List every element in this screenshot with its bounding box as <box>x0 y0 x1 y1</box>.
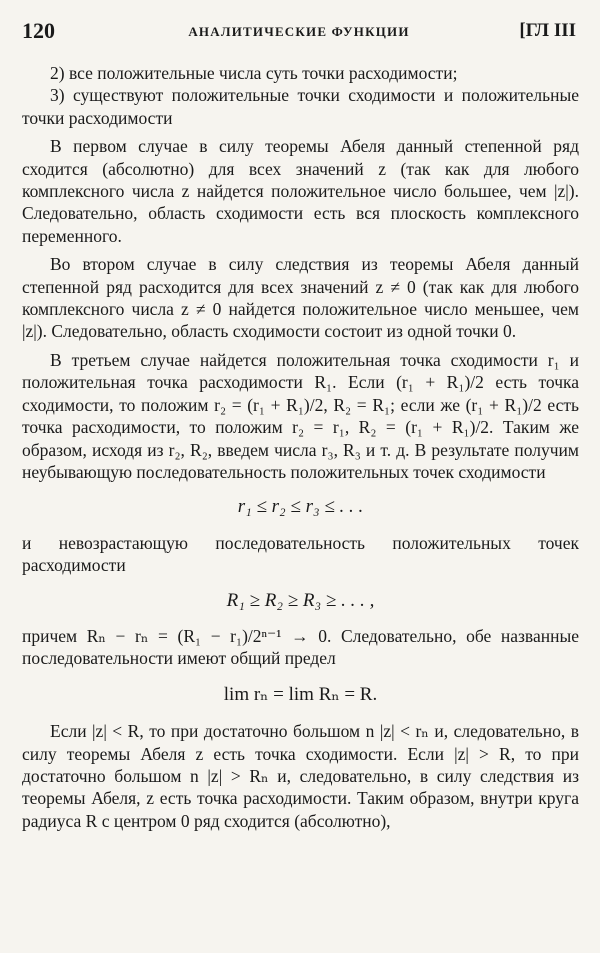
list-item-3: 3) существуют положительные точки сходимости и положительные точки расходимости <box>22 85 579 128</box>
list-item-2: 2) все положительные числа суть точки расходимости; <box>50 63 458 83</box>
paragraph-case3: В третьем случае найдется положительная точка сходимости r₁ и положительная точка расходимости R₁. Если (r₁ + R₁)/2 есть точка сходимости, то положим r₂ = (r₁ + R₁)/2, R₂ = R₁; если же (r₁ + R₁)/2 есть точка расходимости, то положим r₂ = r₁, R₂ = (r₁ + R₁)/2. Таким же образом, исходя из r₂, R₂, введем числа r₃, R₃ и т. д. В результате получим неубывающую последовательность положительных точек сходимости <box>22 349 579 482</box>
paragraph-conclusion: Если |z| < R, то при достаточно большом n |z| < rₙ и, следовательно, в силу теоремы Абеля z есть точка сходимости. Если |z| > R, то при достаточно большом n |z| > Rₙ и, следовательно, в силу следствия из теоремы Абеля, z есть точка расходимости. Таким образом, внутри круга радиуса R с центром 0 ряд сходится (абсолютно), <box>22 721 579 831</box>
running-title: АНАЛИТИЧЕСКИЕ ФУНКЦИИ <box>188 24 410 39</box>
paragraph-case2: Во втором случае в силу следствия из теоремы Абеля данный степенной ряд расходится для всех значений z ≠ 0 (так как для любого комплексного числа z ≠ 0 найдется положительное число меньшее, чем |z|). Следовательно, область сходимости состоит из одной точки 0. <box>22 254 579 342</box>
formula-r-sequence: r₁ ≤ r₂ ≤ r₃ ≤ . . . <box>237 496 364 518</box>
formula-limit: lim rₙ = lim Rₙ = R. <box>223 683 378 705</box>
formula-R-sequence: R₁ ≥ R₂ ≥ R₃ ≥ . . . , <box>226 589 375 611</box>
page-body <box>22 62 579 838</box>
paragraph-difference: причем Rₙ − rₙ = (R₁ − r₁)/2ⁿ⁻¹ → 0. Следовательно, обе названные последовательности имеют общий предел <box>22 625 579 669</box>
chapter-ref: [ГЛ III <box>519 20 576 41</box>
paragraph-case1: В первом случае в силу теоремы Абеля данный степенной ряд сходится (абсолютно) для всех значений z (так как для любого комплексного числа z найдется положительное число большее, чем |z|). Следовательно, область сходимости есть вся плоскость комплексного переменного. <box>22 136 579 246</box>
page-header <box>22 18 576 44</box>
page-number: 120 <box>22 18 55 43</box>
paragraph-nonincreasing: и невозрастающую последовательность положительных точек расходимости <box>22 532 579 576</box>
